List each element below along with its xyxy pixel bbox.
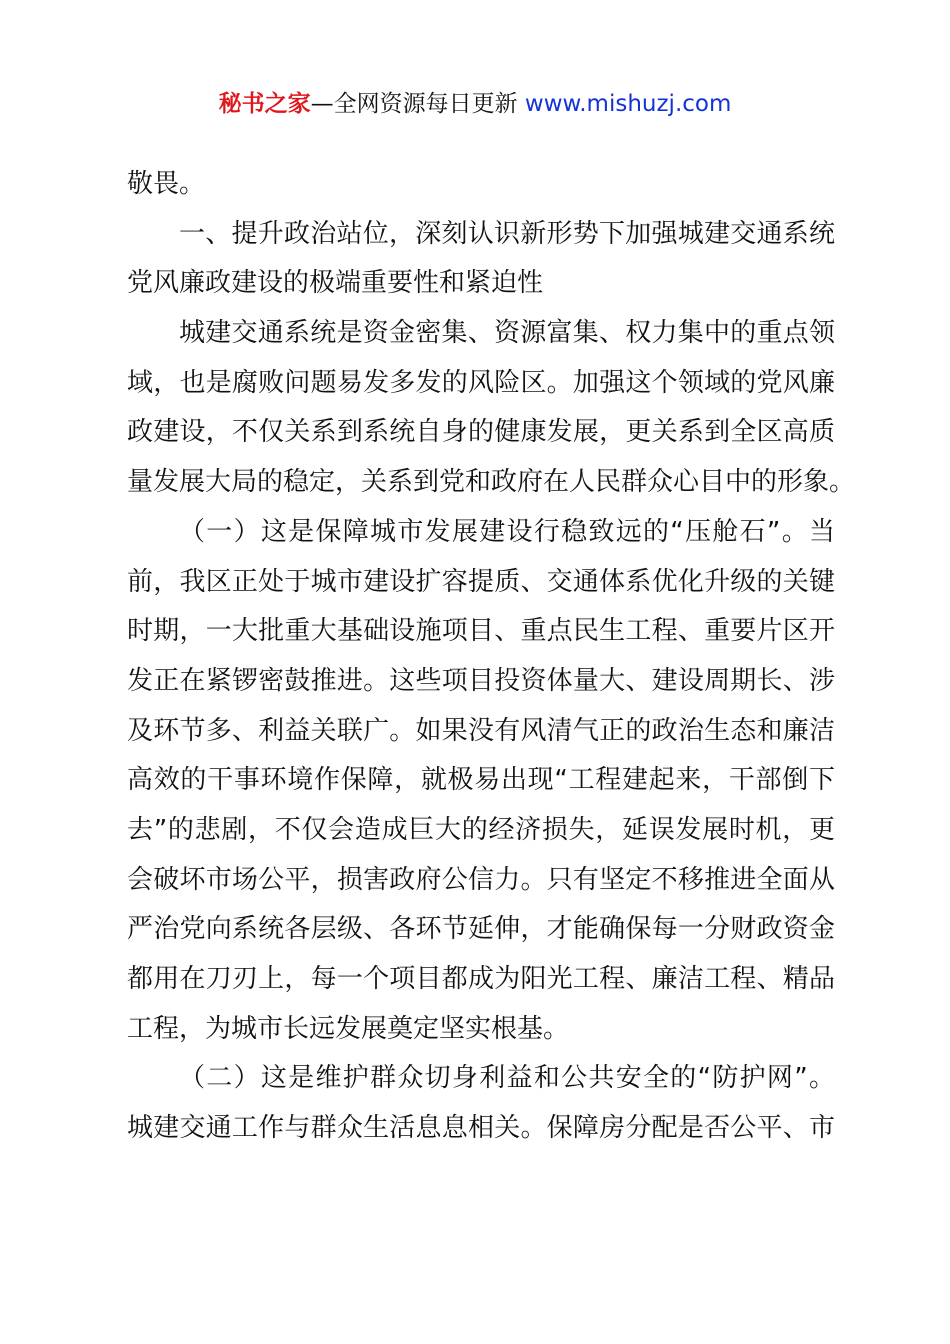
text-line: （一）这是保障城市发展建设行稳致远的“压舱石”。当: [179, 516, 835, 547]
text-line: （二）这是维护群众切身利益和公共安全的“防护网”。: [179, 1063, 835, 1094]
text-line: 城建交通系统是资金密集、资源富集、权力集中的重点领: [179, 318, 835, 349]
text-line: 量发展大局的稳定，关系到党和政府在人民群众心目中的形象。: [127, 467, 856, 498]
text-line: 去”的悲剧，不仅会造成巨大的经济损失，延误发展时机，更: [127, 814, 835, 845]
text-line: 敬畏。: [127, 169, 206, 199]
section-heading-line: 一、提升政治站位，深刻认识新形势下加强城建交通系统: [179, 218, 835, 249]
text-line: 严治党向系统各层级、各环节延伸，才能确保每一分财政资金: [127, 914, 835, 945]
brand-name: 秘书之家: [218, 91, 311, 117]
site-url[interactable]: www.mishuzj.com: [524, 91, 732, 117]
text-line: 城建交通工作与群众生活息息相关。保障房分配是否公平、市: [127, 1113, 835, 1144]
document-header: [0, 86, 950, 122]
document-body: [127, 160, 856, 1154]
text-line: 及环节多、利益关联广。如果没有风清气正的政治生态和廉洁: [127, 715, 835, 746]
section-heading-line: 党风廉政建设的极端重要性和紧迫性: [127, 268, 544, 299]
text-line: 政建设，不仅关系到系统自身的健康发展，更关系到全区高质: [127, 417, 835, 448]
text-line: 发正在紧锣密鼓推进。这些项目投资体量大、建设周期长、涉: [127, 665, 835, 696]
text-line: 工程，为城市长远发展奠定坚实根基。: [127, 1013, 570, 1044]
text-line: 域，也是腐败问题易发多发的风险区。加强这个领域的党风廉: [127, 367, 835, 398]
text-line: 时期，一大批重大基础设施项目、重点民生工程、重要片区开: [127, 616, 835, 647]
text-line: 高效的干事环境作保障，就极易出现“工程建起来，干部倒下: [127, 765, 835, 796]
text-line: 会破坏市场公平，损害政府公信力。只有坚定不移推进全面从: [127, 864, 835, 895]
header-tagline: —全网资源每日更新: [310, 91, 525, 117]
text-line: 都用在刀刃上，每一个项目都成为阳光工程、廉洁工程、精品: [127, 964, 835, 994]
text-line: 前，我区正处于城市建设扩容提质、交通体系优化升级的关键: [127, 566, 835, 597]
